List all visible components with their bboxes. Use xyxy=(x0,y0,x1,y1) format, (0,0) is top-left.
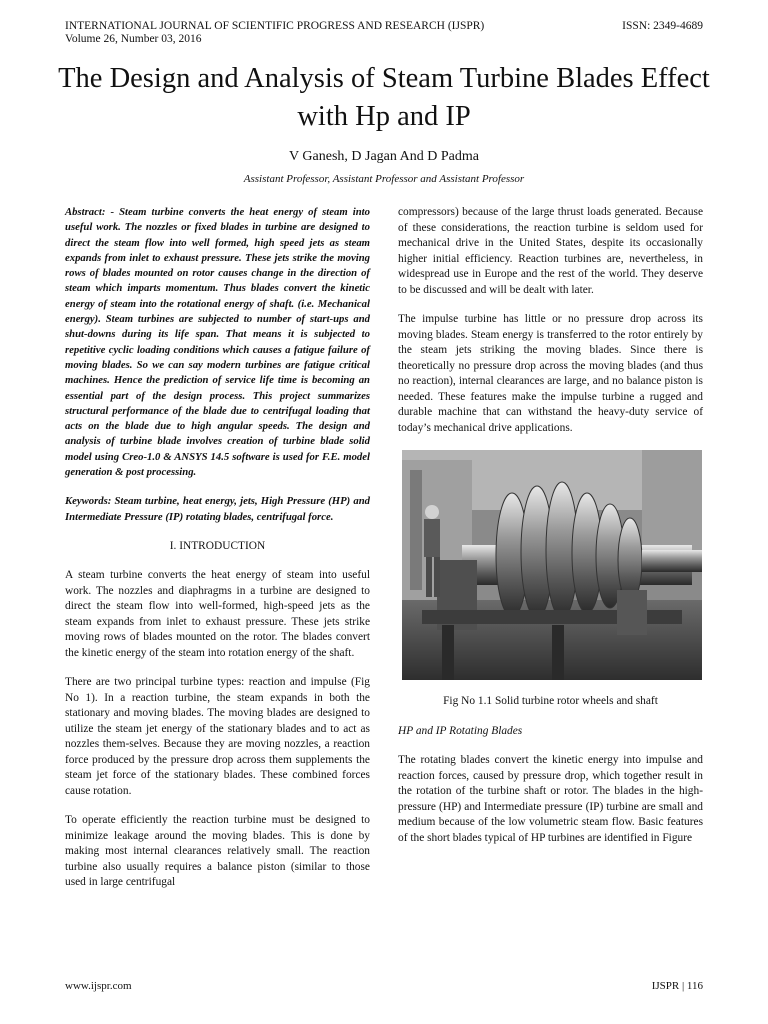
journal-volume: Volume 26, Number 03, 2016 xyxy=(65,33,202,45)
author-affiliation: Assistant Professor, Assistant Professor and Assistant Professor xyxy=(243,173,525,185)
journal-issn: ISSN: 2349-4689 xyxy=(622,20,703,32)
footer-url: www.ijspr.com xyxy=(65,980,132,992)
body-paragraph: To operate efficiently the reaction turbine must be designed to minimize leakage around the moving blades. This is done by making most internal clearances relatively small. The reaction turbine also usually requires a balance piston (similar to those used in large centrifugal xyxy=(65,814,370,889)
subsection-heading: HP and IP Rotating Blades xyxy=(398,724,523,737)
body-paragraph: A steam turbine converts the heat energy of steam into useful work. The nozzles and diaphragms in a turbine are designed to direct the steam flow into well-formed, high-speed jets as the steam expands from inlet to exhaust pressure. These jets strike moving rows of blades mounted on the rotor. The blades convert the kinetic energy of the steam into rotation energy of the shaft. xyxy=(65,569,370,659)
body-paragraph: There are two principal turbine types: reaction and impulse (Fig No 1). In a reaction turbine, the steam expands in both the stationary and moving blades. The moving blades are designed to utilize the steam jet energy of the stationary blades and to act as nozzles them-selves. Because they are moving nozzles, a reaction force produced by the pressure drop across them supplements the steam jet force of the stationary blades. These combined forces cause rotation. xyxy=(65,676,370,797)
left-column xyxy=(65,205,370,905)
abstract: Abstract: - Steam turbine converts the heat energy of steam into useful work. The nozzles or fixed blades in turbine are designed to direct the steam flow into well formed, high speed jets as steam expands from inlet to exhaust pressure. These jets strike the moving rows of blades mounted on rotor causes change in the direction of steam which imparts momentum. Thus blades convert the kinetic energy of steam into the rotational energy of shaft. (i.e. Mechanical energy). Steam turbines are subjected to number of start-ups and shut-downs during its life span. That means it is subjected to repetitive cyclic loading conditions which causes a fatigue failure of moving blades. So we can say modern turbines are fatigue critical machines. Hence the prediction of service life time is becoming an essential part of the design process. This project summarizes structural performance of the blade due to centrifugal loading that acts on the blade due to high angular speeds. The design and analysis of turbine blade involves creation of turbine blade solid model using Creo-1.0 & ANSYS 14.5 software is used for F.E. model generation & post processing. xyxy=(65,206,370,479)
journal-name: INTERNATIONAL JOURNAL OF SCIENTIFIC PROGRESS AND RESEARCH (IJSPR) xyxy=(65,20,485,32)
paper-authors: V Ganesh, D Jagan And D Padma xyxy=(289,149,479,164)
page-footer xyxy=(65,980,703,992)
paper-title: The Design and Analysis of Steam Turbine Blades Effect with Hp and IP xyxy=(58,63,710,132)
body-paragraph: compressors) because of the large thrust loads generated. Because of these considerations, the reaction turbine is seldom used for mechanical drive in the United States, despite its occasionally higher initial efficiency. Reaction turbines are, nevertheless, in widespread use in Europe and the rest of the world. They deserve to be discussed and will be dealt with later. xyxy=(398,206,703,296)
section-heading-introduction: I. INTRODUCTION xyxy=(169,539,266,552)
page-number: IJSPR | 116 xyxy=(651,980,703,992)
turbine-rotor-photo xyxy=(402,450,702,680)
turbine-rotor-illustration xyxy=(402,450,702,680)
figure-caption: Fig No 1.1 Solid turbine rotor wheels and shaft xyxy=(443,695,658,707)
right-column xyxy=(398,205,703,860)
keywords: Keywords: Steam turbine, heat energy, jets, High Pressure (HP) and Intermediate Pressure (IP) rotating blades, centrifugal force. xyxy=(65,495,370,523)
page-header xyxy=(65,20,703,46)
body-paragraph: The rotating blades convert the kinetic energy into impulse and reaction forces, caused by pressure drop, which together result in the rotation of the turbine shaft or rotor. The blades in the high-pressure (HP) and Intermediate pressure (IP) turbine are small and medium because of the low volumetric steam flow. Basic features of the short blades typical of HP turbines are identified in Figure xyxy=(398,754,703,844)
body-paragraph: The impulse turbine has little or no pressure drop across its moving blades. Steam energy is transferred to the rotor entirely by the steam jets striking the moving blades. Since there is theoretically no pressure drop across the moving blades (and thus no reaction), internal clearances are large, and no balance piston is needed. These features make the impulse turbine a rugged and durable machine that can withstand the heavy-duty service of today’s mechanical drive applications. xyxy=(398,313,703,434)
